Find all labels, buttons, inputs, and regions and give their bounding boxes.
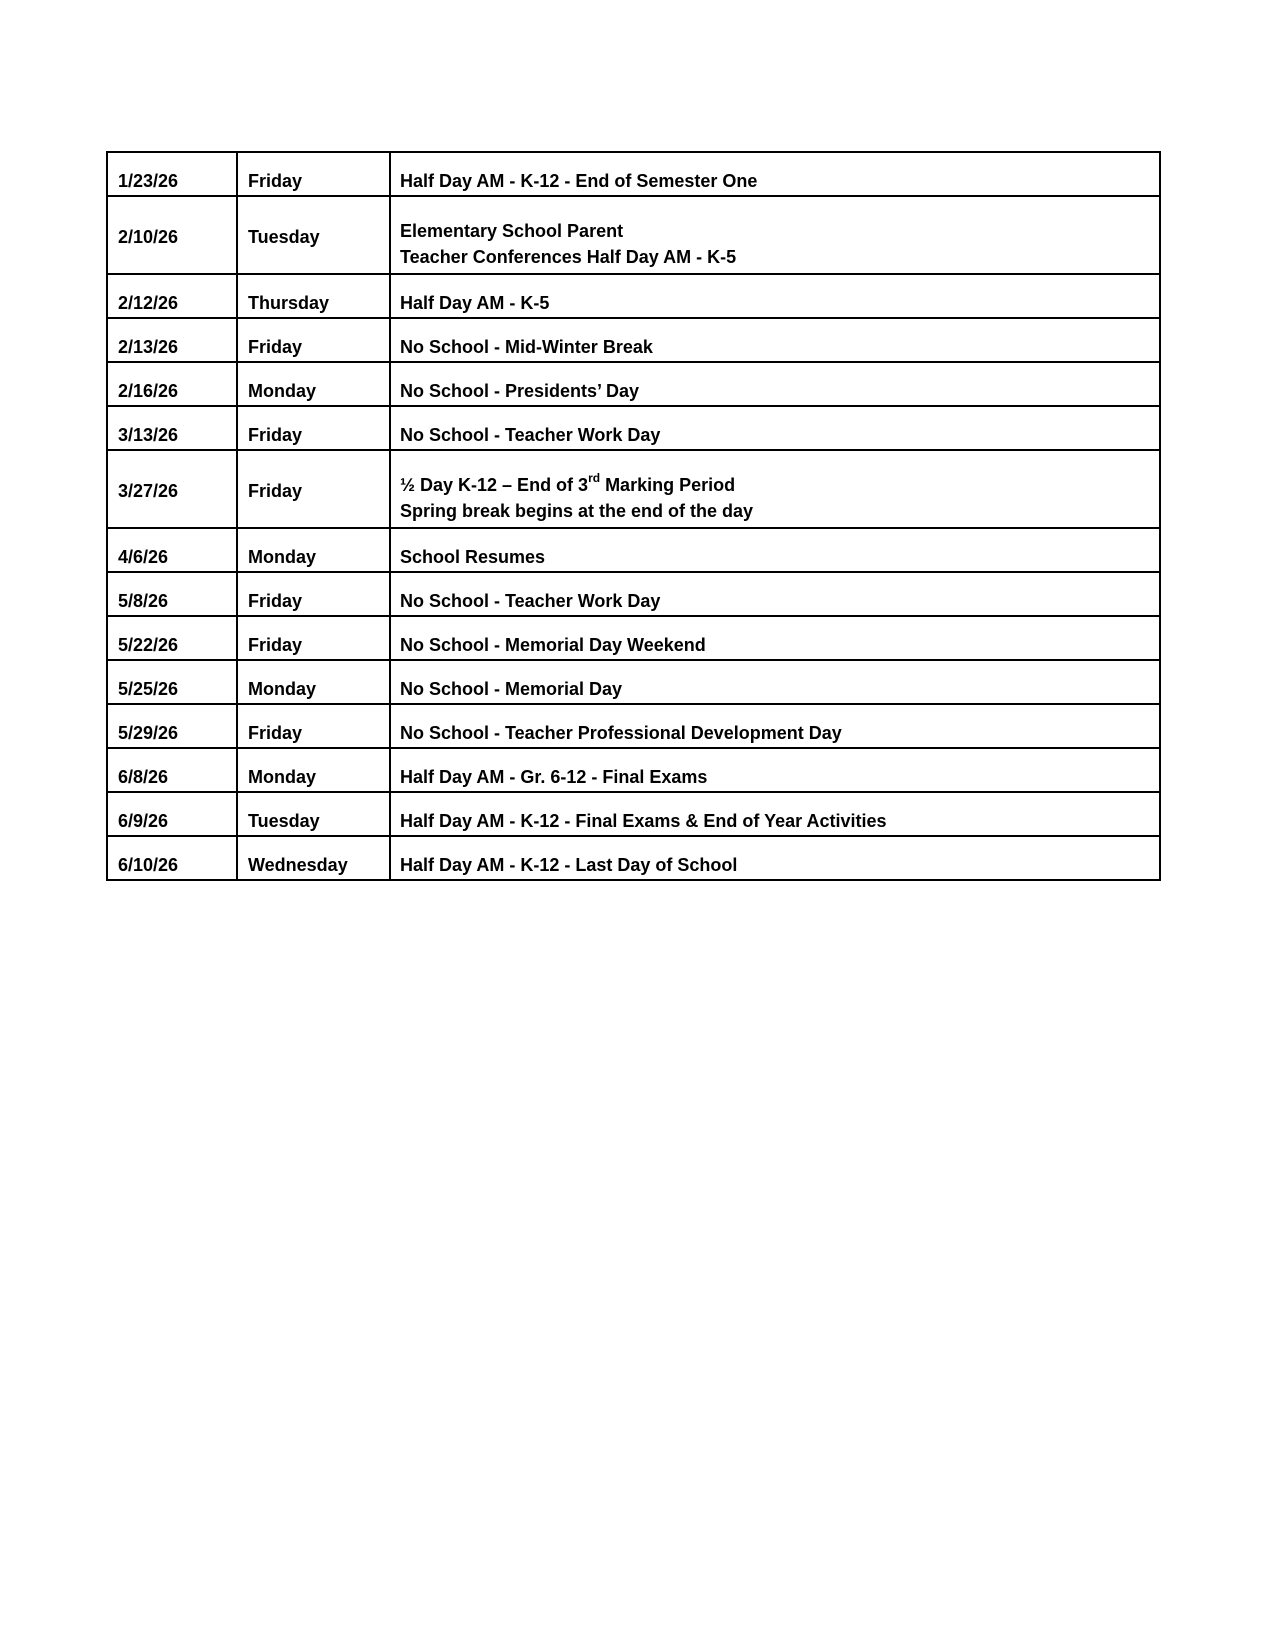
day-cell: Monday [237,748,390,792]
event-cell: Half Day AM - K-12 - Final Exams & End of Year Activities [390,792,1160,836]
date-cell: 4/6/26 [107,528,237,572]
day-cell: Friday [237,152,390,196]
table-row [107,450,1160,528]
event-cell: No School - Memorial Day [390,660,1160,704]
day-cell: Thursday [237,274,390,318]
event-cell [390,450,1160,528]
event-cell: No School - Presidents’ Day [390,362,1160,406]
event-text: Marking Period [600,475,736,495]
event-line: Elementary School Parent [400,221,624,241]
date-cell: 6/8/26 [107,748,237,792]
table-row [107,152,1160,196]
event-line: Spring break begins at the end of the day [400,501,754,521]
table-row [107,572,1160,616]
day-cell: Tuesday [237,792,390,836]
day-cell: Monday [237,362,390,406]
ordinal-suffix: rd [588,471,601,485]
table-row [107,274,1160,318]
event-cell: No School - Teacher Work Day [390,406,1160,450]
date-cell: 2/12/26 [107,274,237,318]
event-cell: No School - Memorial Day Weekend [390,616,1160,660]
date-cell: 1/23/26 [107,152,237,196]
event-cell: No School - Teacher Work Day [390,572,1160,616]
table-row [107,748,1160,792]
table-row [107,792,1160,836]
date-cell: 5/25/26 [107,660,237,704]
event-cell: Half Day AM - K-12 - End of Semester One [390,152,1160,196]
day-cell: Friday [237,318,390,362]
date-cell: 6/10/26 [107,836,237,880]
day-cell: Tuesday [237,196,390,274]
date-cell: 3/13/26 [107,406,237,450]
date-cell: 2/13/26 [107,318,237,362]
date-cell: 6/9/26 [107,792,237,836]
table-row [107,318,1160,362]
date-cell: 5/29/26 [107,704,237,748]
event-text: ½ Day K-12 – End of 3 [400,475,589,495]
table-row [107,196,1160,274]
date-cell: 2/10/26 [107,196,237,274]
event-cell: No School - Mid-Winter Break [390,318,1160,362]
event-cell: Half Day AM - Gr. 6-12 - Final Exams [390,748,1160,792]
date-cell: 3/27/26 [107,450,237,528]
day-cell: Friday [237,704,390,748]
table-row [107,704,1160,748]
table-row [107,836,1160,880]
table-row [107,616,1160,660]
event-cell [390,196,1160,274]
event-line: Teacher Conferences Half Day AM - K-5 [400,247,737,267]
calendar-table [106,151,1161,881]
event-line [400,472,1159,498]
day-cell: Friday [237,572,390,616]
date-cell: 5/8/26 [107,572,237,616]
table-row [107,406,1160,450]
day-cell: Friday [237,616,390,660]
day-cell: Monday [237,528,390,572]
day-cell: Friday [237,406,390,450]
table-row [107,362,1160,406]
day-cell: Friday [237,450,390,528]
event-cell: School Resumes [390,528,1160,572]
day-cell: Monday [237,660,390,704]
date-cell: 2/16/26 [107,362,237,406]
day-cell: Wednesday [237,836,390,880]
event-cell: No School - Teacher Professional Development Day [390,704,1160,748]
date-cell: 5/22/26 [107,616,237,660]
event-cell: Half Day AM - K-12 - Last Day of School [390,836,1160,880]
event-cell: Half Day AM - K-5 [390,274,1160,318]
table-row [107,528,1160,572]
table-row [107,660,1160,704]
